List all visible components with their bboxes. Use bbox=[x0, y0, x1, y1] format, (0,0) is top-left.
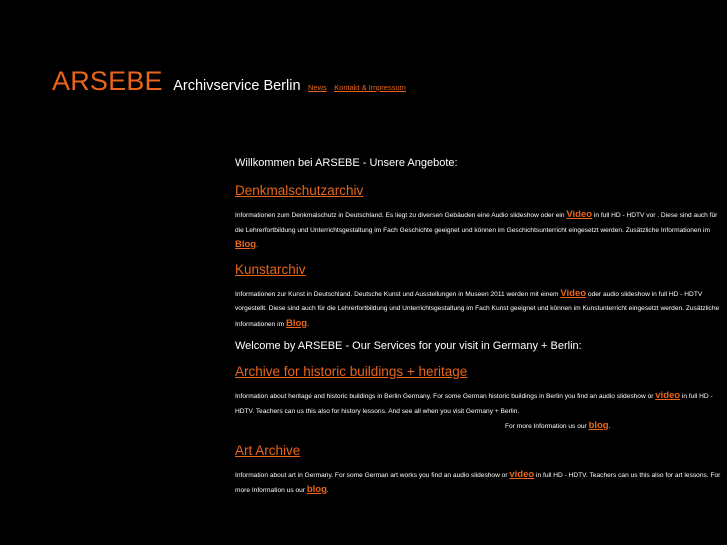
text-fragment: For more Information us our bbox=[505, 423, 589, 430]
video-link[interactable]: video bbox=[509, 468, 535, 480]
section-title-art-archive[interactable]: Art Archive bbox=[235, 442, 301, 458]
site-logo-text: ARSEBE bbox=[52, 66, 163, 96]
heritage-more-info-line bbox=[235, 419, 723, 435]
section-text-heritage bbox=[235, 389, 723, 435]
section-heritage bbox=[235, 363, 723, 381]
text-fragment: . bbox=[307, 320, 309, 328]
blog-link[interactable]: blog bbox=[306, 484, 327, 495]
text-fragment: . bbox=[608, 423, 611, 430]
text-fragment: oder audio slideshow in full HD - HDTV vorgestellt. Diese sind auch für die Lehrerfortbildung und Unterrichtsgestaltung im Fach Kunst geeignet und können im Kunstunterricht eingesetzt werden. Zusätzliche Informationen im bbox=[235, 290, 720, 328]
section-kunst bbox=[235, 261, 723, 279]
text-fragment: . bbox=[326, 487, 329, 494]
text-fragment: in full HD - HDTV. Teachers can us this also for art lessons. For more Information us our bbox=[235, 471, 721, 494]
blog-link[interactable]: blog bbox=[588, 420, 609, 431]
site-header bbox=[52, 66, 406, 97]
video-link[interactable]: video bbox=[655, 390, 681, 401]
section-art bbox=[235, 442, 723, 460]
text-fragment: . bbox=[256, 242, 258, 249]
section-text-kunst bbox=[235, 287, 723, 333]
text-fragment: in full HD - HDTV vor . Diese sind auch für die Lehrerfortbildung und Unterrichtsgestaltung im Fach Geschichte geeignet und können im Geschichtsunterricht eingesetzt werden. Zusätzliche Informationen im bbox=[235, 212, 718, 234]
welcome-heading-en: Welcome by ARSEBE - Our Services for your visit in Germany + Berlin: bbox=[235, 340, 582, 352]
main-content bbox=[235, 156, 723, 499]
site-subtitle: Archivservice Berlin bbox=[173, 78, 301, 94]
text-fragment: in full HD - HDTV. Teachers can us this also for history lessons. And see all when you visit Germany + Berlin. bbox=[235, 393, 713, 415]
section-title-kunstarchiv[interactable]: Kunstarchiv bbox=[235, 261, 306, 277]
text-fragment: Informationen zum Denkmalschutz in Deutschland. Es liegt zu diversen Gebäuden eine Audio slideshow oder ein bbox=[235, 212, 567, 219]
section-title-heritage-archive[interactable]: Archive for historic buildings + heritage bbox=[235, 364, 468, 379]
video-link[interactable]: Video bbox=[560, 287, 587, 299]
welcome-heading-de: Willkommen bei ARSEBE - Unsere Angebote: bbox=[235, 157, 458, 169]
section-text-denkmal bbox=[235, 208, 723, 254]
text-fragment: Information about art in Germany. For some German art works you find an audio slideshow or bbox=[235, 471, 510, 479]
video-link[interactable]: Video bbox=[566, 209, 593, 220]
nav-link-kontakt-impressum[interactable]: Kontakt & Impressum bbox=[334, 83, 406, 92]
section-text-art bbox=[235, 468, 723, 499]
text-fragment: Informationen zur Kunst in Deutschland. Deutsche Kunst und Ausstellungen in Museen 2011 werden mit einem bbox=[235, 290, 561, 298]
blog-link[interactable]: Blog bbox=[235, 239, 257, 250]
section-denkmal bbox=[235, 182, 723, 200]
nav-link-news[interactable]: News bbox=[307, 83, 327, 92]
text-fragment: Information about heritage and historic buildings in Berlin Germany. For some German historic buildings in Berlin you find an audio slideshow or bbox=[235, 393, 656, 400]
blog-link[interactable]: Blog bbox=[285, 317, 308, 329]
section-title-denkmalschutzarchiv[interactable]: Denkmalschutzarchiv bbox=[235, 183, 364, 198]
